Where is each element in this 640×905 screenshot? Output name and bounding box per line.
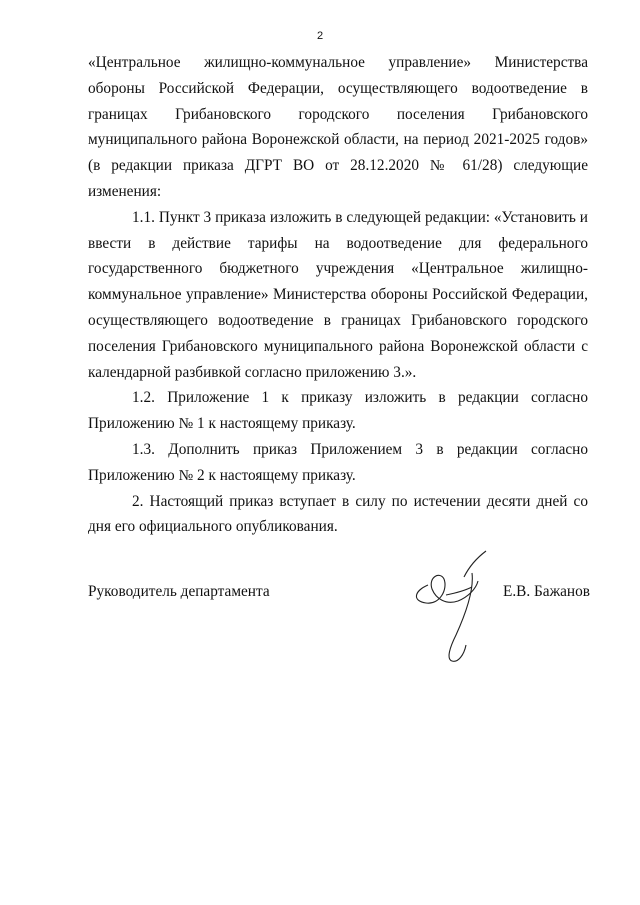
signature-block — [88, 583, 590, 683]
paragraph-intro: «Центральное жилищно-коммунальное управление» Министерства обороны Российской Федерации, осуществляющего водоотведение в границах Грибановского городского поселения Грибановского муниципального района Воронежской области, на период 2021-2025 годов» (в редакции приказа ДГРТ ВО от 28.12.2020 № 61/28) следующие изменения: — [88, 54, 588, 200]
handwritten-signature — [406, 543, 506, 673]
document-body — [88, 50, 588, 540]
page-number: 2 — [316, 30, 324, 42]
signer-name: Е.В. Бажанов — [502, 583, 590, 600]
paragraph-item-1-2: 1.2. Приложение 1 к приказу изложить в редакции согласно Приложению № 1 к настоящему приказу. — [88, 389, 588, 433]
signer-title: Руководитель департамента — [88, 583, 270, 600]
paragraph-item-1-1: 1.1. Пункт 3 приказа изложить в следующей редакции: «Установить и ввести в действие тарифы на водоотведение для федерального государственного бюджетного учреждения «Центральное жилищно-коммунальное управление» Министерства обороны Российской Федерации, осуществляющего водоотведение в границах Грибановского городского поселения Грибановского муниципального района Воронежской области с календарной разбивкой согласно приложению 3.». — [88, 208, 588, 381]
paragraph-item-1-3: 1.3. Дополнить приказ Приложением 3 в редакции согласно Приложению № 2 к настоящему приказу. — [88, 440, 588, 484]
paragraph-item-2: 2. Настоящий приказ вступает в силу по истечении десяти дней со дня его официального опубликования. — [88, 492, 588, 536]
